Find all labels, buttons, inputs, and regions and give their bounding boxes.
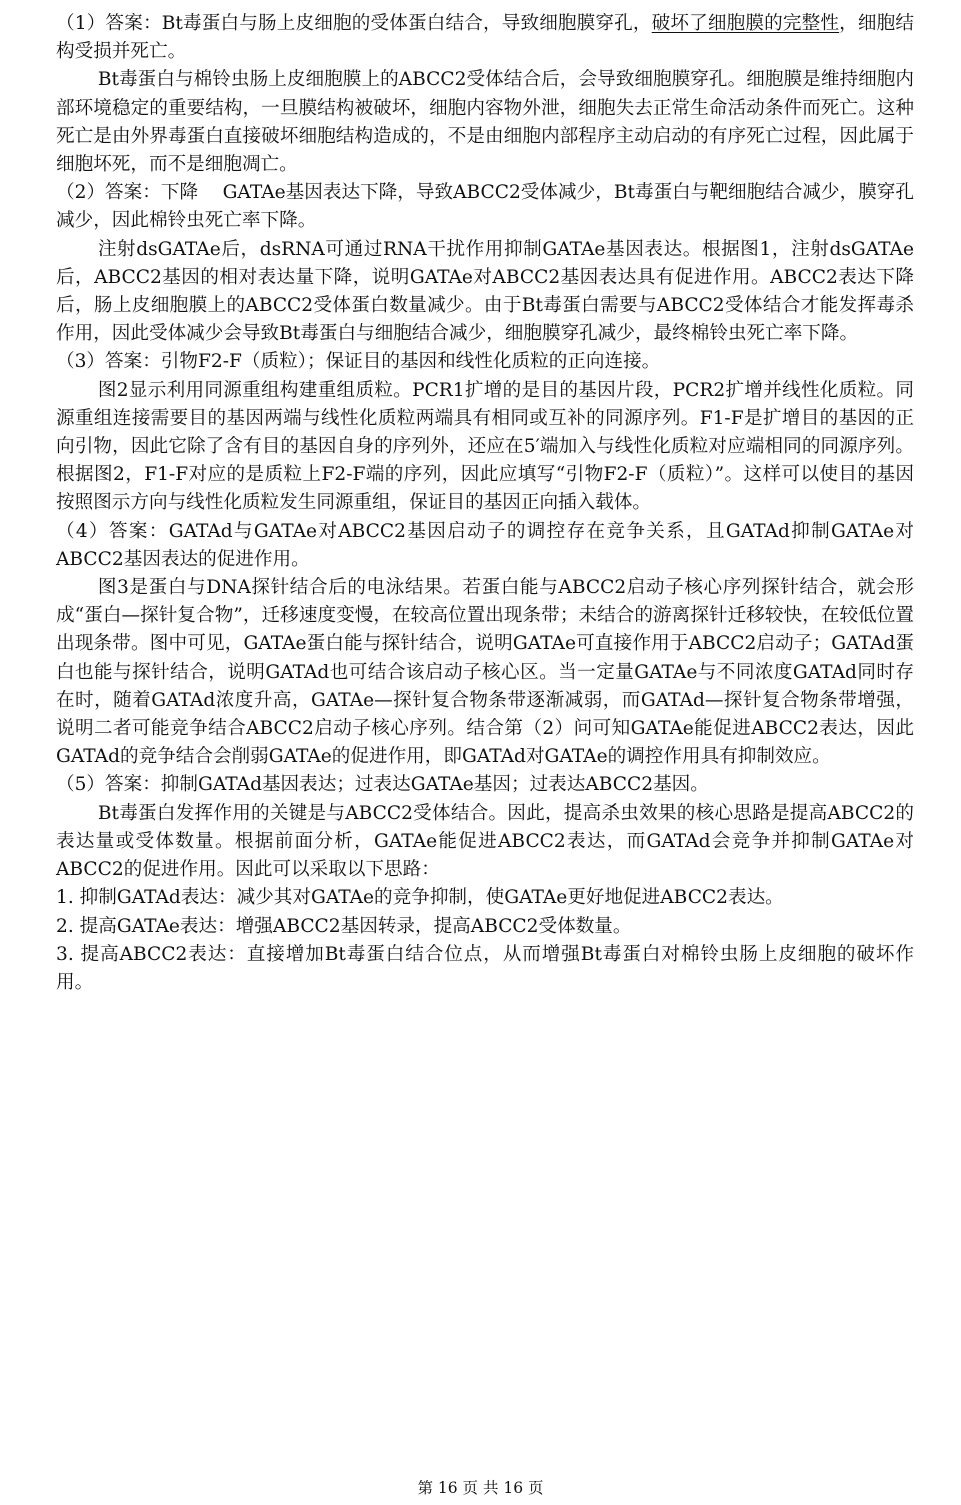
q3-answer: （3）答案：引物F2-F（质粒）；保证目的基因和线性化质粒的正向连接。 [56,351,661,373]
q5-item-1: 1. 抑制GATAd表达：减少其对GATAe的竞争抑制，使GATAe更好地促进ABCC2表达。 [56,887,784,909]
q5-item-2: 2. 提高GATAe表达：增强ABCC2基因转录，提高ABCC2受体数量。 [56,915,632,937]
q4-answer: （4）答案：GATAd与GATAe对ABCC2基因启动子的调控存在竞争关系，且GATAd抑制GATAe对ABCC2基因表达的促进作用。 [56,520,914,570]
q5-answer: （5）答案：抑制GATAd基因表达；过表达GATAe基因；过表达ABCC2基因。 [56,774,709,796]
q2-explanation: 注射dsGATAe后，dsRNA可通过RNA干扰作用抑制GATAe基因表达。根据图1，注射dsGATAe后，ABCC2基因的相对表达量下降，说明GATAe对ABCC2基因表达具有促进作用。ABCC2表达下降后，肠上皮细胞膜上的ABCC2受体蛋白数量减少。由于Bt毒蛋白需要与ABCC2受体结合才能发挥毒杀作用，因此受体减少会导致Bt毒蛋白与细胞结合减少，细胞膜穿孔减少，最终棉铃虫死亡率下降。 [56,238,914,345]
answer-content [56,10,914,997]
q5-item-3: 3. 提高ABCC2表达：直接增加Bt毒蛋白结合位点，从而增强Bt毒蛋白对棉铃虫肠上皮细胞的破坏作用。 [56,943,914,993]
q1-explanation: Bt毒蛋白与棉铃虫肠上皮细胞膜上的ABCC2受体结合后，会导致细胞膜穿孔。细胞膜是维持细胞内部环境稳定的重要结构，一旦膜结构被破坏，细胞内容物外泄，细胞失去正常生命活动条件而死亡。这种死亡是由外界毒蛋白直接破坏细胞结构造成的，不是由细胞内部程序主动启动的有序死亡过程，因此属于细胞坏死，而不是细胞凋亡。 [56,69,914,176]
q3-explanation: 图2显示利用同源重组构建重组质粒。PCR1扩增的是目的基因片段，PCR2扩增并线性化质粒。同源重组连接需要目的基因两端与线性化质粒两端具有相同或互补的同源序列。F1-F是扩增目的基因的正向引物，因此它除了含有目的基因自身的序列外，还应在5′端加入与线性化质粒对应端相同的同源序列。根据图2，F1-F对应的是质粒上F2-F端的序列，因此应填写“引物F2-F（质粒）”。这样可以使目的基因按照图示方向与线性化质粒发生同源重组，保证目的基因正向插入载体。 [56,379,914,514]
q1-answer-underlined: 破坏了细胞膜的完整性 [651,13,840,34]
q5-explanation: Bt毒蛋白发挥作用的关键是与ABCC2受体结合。因此，提高杀虫效果的核心思路是提高ABCC2的表达量或受体数量。根据前面分析，GATAe能促进ABCC2表达，而GATAd会竞争并抑制GATAe对ABCC2的促进作用。因此可以采取以下思路： [56,802,914,881]
q1-answer [56,10,914,66]
q2-answer: （2）答案：下降 GATAe基因表达下降，导致ABCC2受体减少，Bt毒蛋白与靶细胞结合减少，膜穿孔减少，因此棉铃虫死亡率下降。 [56,182,914,232]
q1-answer-text: （1）答案：Bt毒蛋白与肠上皮细胞的受体蛋白结合，导致细胞膜穿孔， [56,13,652,34]
q4-explanation: 图3是蛋白与DNA探针结合后的电泳结果。若蛋白能与ABCC2启动子核心序列探针结合，就会形成“蛋白—探针复合物”，迁移速度变慢，在较高位置出现条带；未结合的游离探针迁移较快，在较低位置出现条带。图中可见，GATAe蛋白能与探针结合，说明GATAe可直接作用于ABCC2启动子；GATAd蛋白也能与探针结合，说明GATAd也可结合该启动子核心区。当一定量GATAe与不同浓度GATAd同时存在时，随着GATAd浓度升高，GATAe—探针复合物条带逐渐减弱，而GATAd—探针复合物条带增强，说明二者可能竞争结合ABCC2启动子核心序列。结合第（2）问可知GATAe能促进ABCC2表达，因此GATAd的竞争结合会削弱GATAe的促进作用，即GATAd对GATAe的调控作用具有抑制效应。 [56,577,914,768]
q1-answer-end: ，细胞结构受损并死亡。 [56,13,914,63]
page-footer: 第 16 页 共 16 页 [417,1479,544,1497]
